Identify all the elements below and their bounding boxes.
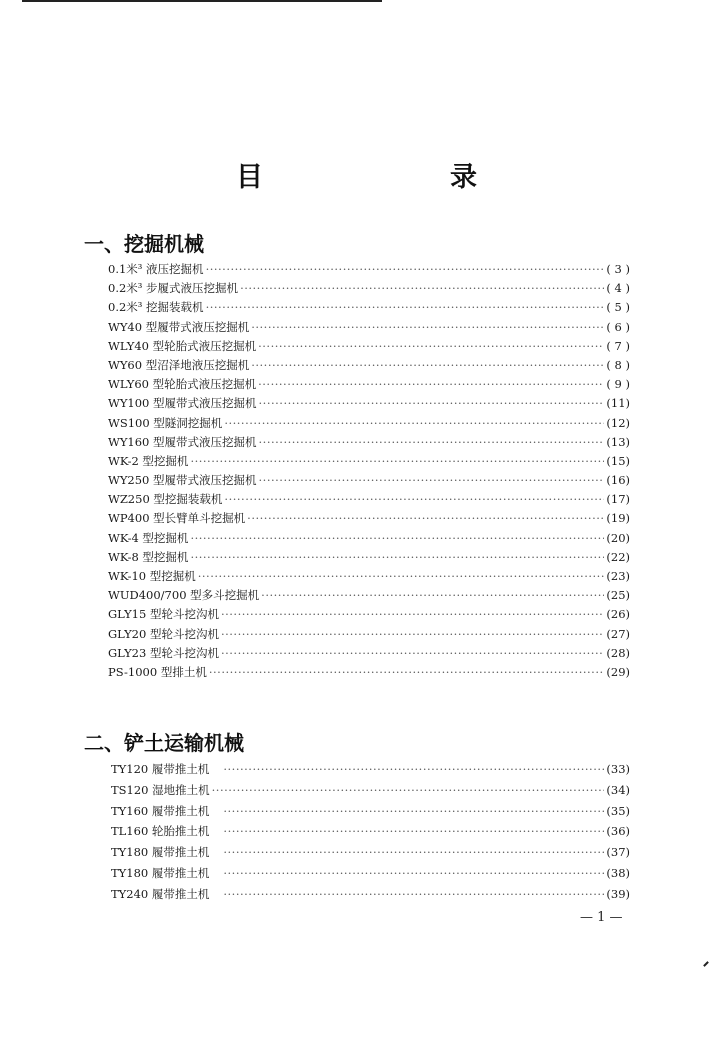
toc-item-label: 0.2米³ 挖掘装载机 (108, 300, 204, 315)
toc-item-label: WZ250 型挖掘装载机 (108, 492, 223, 507)
toc-item-page: ( 3 ) (606, 262, 630, 276)
toc-item[interactable] (108, 298, 630, 317)
toc-leader (221, 605, 604, 624)
toc-leader (240, 279, 604, 298)
toc-item-page: (25) (606, 588, 630, 603)
toc-item-page: (34) (606, 782, 630, 797)
toc-item[interactable] (108, 337, 630, 356)
toc-leader (190, 452, 604, 471)
toc-leader (251, 318, 604, 337)
toc-leader (209, 663, 604, 682)
toc-item-page: (23) (606, 569, 630, 583)
toc-leader (258, 337, 604, 356)
toc-item[interactable] (108, 605, 630, 624)
toc-leader (223, 821, 604, 842)
toc-item[interactable] (108, 663, 630, 682)
toc-item[interactable] (108, 780, 630, 801)
toc-item-page: ( 7 ) (606, 338, 630, 353)
toc-item-page: (11) (606, 396, 630, 411)
toc-item-label: GLY15 型轮斗挖沟机 (108, 607, 219, 622)
page-title: 目 录 (236, 162, 557, 193)
toc-item[interactable] (108, 884, 630, 905)
toc-item-label: TY120 履带推土机 (111, 762, 210, 776)
toc-item-page: (38) (606, 865, 630, 880)
toc-leader (223, 801, 604, 822)
toc-item-page: (20) (606, 530, 630, 545)
toc-item-page: (29) (606, 664, 630, 679)
toc-item-label: WY100 型履带式液压挖掘机 (108, 396, 257, 411)
toc-item-page: ( 5 ) (606, 300, 630, 315)
toc-item[interactable] (108, 567, 630, 586)
toc-item-label: WK-8 型挖掘机 (108, 549, 189, 564)
toc-leader (223, 884, 604, 905)
toc-item[interactable] (108, 586, 630, 605)
toc-list-earthmoving (108, 759, 630, 905)
toc-leader (223, 759, 604, 780)
toc-item[interactable] (108, 759, 630, 780)
toc-item-page: ( 4 ) (606, 281, 630, 296)
toc-item-label: WS100 型隧洞挖掘机 (108, 415, 223, 430)
toc-item-label: WY160 型履带式液压挖掘机 (108, 434, 257, 449)
section-heading-excavation: 一、挖掘机械 (84, 232, 204, 256)
toc-leader (190, 548, 604, 567)
toc-leader (259, 433, 604, 452)
toc-item-label: TY180 履带推土机 (111, 865, 210, 880)
toc-item[interactable] (108, 471, 630, 490)
toc-item-page: (28) (606, 645, 630, 660)
toc-item-label: WK-10 型挖掘机 (108, 569, 196, 583)
toc-leader (259, 471, 604, 490)
toc-item-page: (27) (606, 626, 630, 641)
toc-item-label: 0.2米³ 步履式液压挖掘机 (108, 281, 239, 296)
toc-item[interactable] (108, 842, 630, 863)
toc-leader (224, 490, 604, 509)
toc-item[interactable] (108, 863, 630, 884)
toc-item-page: (17) (606, 492, 630, 507)
toc-leader (261, 586, 604, 605)
toc-item[interactable] (108, 821, 630, 842)
toc-item[interactable] (108, 490, 630, 509)
page-number: — 1 — (580, 910, 623, 925)
scan-mark (703, 961, 709, 967)
toc-item-page: (16) (606, 473, 630, 488)
toc-item[interactable] (108, 318, 630, 337)
toc-item-label: WLY60 型轮胎式液压挖掘机 (108, 377, 257, 392)
toc-item[interactable] (108, 414, 630, 433)
toc-item-label: TY240 履带推土机 (111, 886, 210, 901)
toc-leader (221, 644, 604, 663)
toc-leader (251, 356, 604, 375)
toc-item[interactable] (108, 548, 630, 567)
toc-item[interactable] (108, 356, 630, 375)
toc-item[interactable] (108, 625, 630, 644)
toc-item-label: WY40 型履带式液压挖掘机 (108, 319, 250, 334)
toc-leader (223, 842, 604, 863)
toc-leader (247, 509, 604, 528)
toc-item-label: WK-4 型挖掘机 (108, 530, 189, 545)
toc-item-page: (19) (606, 511, 630, 526)
toc-leader (258, 375, 604, 394)
toc-item-label: TL160 轮胎推土机 (111, 824, 210, 839)
top-rule (22, 0, 382, 2)
toc-item-label: TY160 履带推土机 (111, 803, 210, 818)
toc-item-page: ( 9 ) (606, 377, 630, 392)
toc-item[interactable] (108, 529, 630, 548)
toc-leader (221, 625, 604, 644)
toc-item-page: (39) (606, 886, 630, 901)
toc-item-page: ( 8 ) (606, 357, 630, 372)
toc-item-label: PS-1000 型排土机 (108, 664, 207, 679)
toc-item-label: WK-2 型挖掘机 (108, 453, 189, 468)
toc-item[interactable] (108, 801, 630, 822)
toc-leader (259, 394, 604, 413)
toc-item-label: GLY20 型轮斗挖沟机 (108, 626, 219, 641)
toc-item-page: ( 6 ) (606, 319, 630, 334)
toc-item-label: WY250 型履带式液压挖掘机 (108, 473, 257, 488)
toc-leader (224, 414, 604, 433)
toc-leader (212, 780, 604, 801)
toc-item-label: GLY23 型轮斗挖沟机 (108, 645, 219, 660)
toc-item[interactable] (108, 433, 630, 452)
toc-item[interactable] (108, 644, 630, 663)
toc-item[interactable] (108, 279, 630, 298)
toc-item[interactable] (108, 375, 630, 394)
toc-item-page: (26) (606, 607, 630, 622)
toc-item-page: (36) (606, 824, 630, 839)
toc-leader (198, 567, 604, 586)
toc-leader (223, 863, 604, 884)
toc-leader (190, 529, 604, 548)
toc-item-page: (15) (606, 453, 630, 468)
toc-item-page: (12) (606, 415, 630, 430)
toc-item-page: (13) (606, 434, 630, 449)
toc-item[interactable] (108, 509, 630, 528)
toc-item-page: (22) (606, 549, 630, 564)
toc-list-excavation (108, 260, 630, 682)
toc-item-label: TS120 湿地推土机 (111, 782, 210, 797)
toc-item-page: (33) (606, 762, 630, 776)
section-heading-earthmoving: 二、铲土运输机械 (84, 731, 244, 755)
toc-item-label: TY180 履带推土机 (111, 845, 210, 860)
toc-item[interactable] (108, 452, 630, 471)
toc-item[interactable] (108, 394, 630, 413)
toc-leader (206, 298, 604, 317)
toc-item-label: WP400 型长臂单斗挖掘机 (108, 511, 246, 526)
toc-leader (206, 260, 604, 279)
toc-item-page: (37) (606, 845, 630, 860)
toc-item-page: (35) (606, 803, 630, 818)
toc-item-label: WY60 型沼泽地液压挖掘机 (108, 357, 250, 372)
toc-item[interactable] (108, 260, 630, 279)
toc-item-label: 0.1米³ 液压挖掘机 (108, 262, 204, 276)
toc-item-label: WLY40 型轮胎式液压挖掘机 (108, 338, 257, 353)
toc-item-label: WUD400/700 型多斗挖掘机 (108, 588, 260, 603)
